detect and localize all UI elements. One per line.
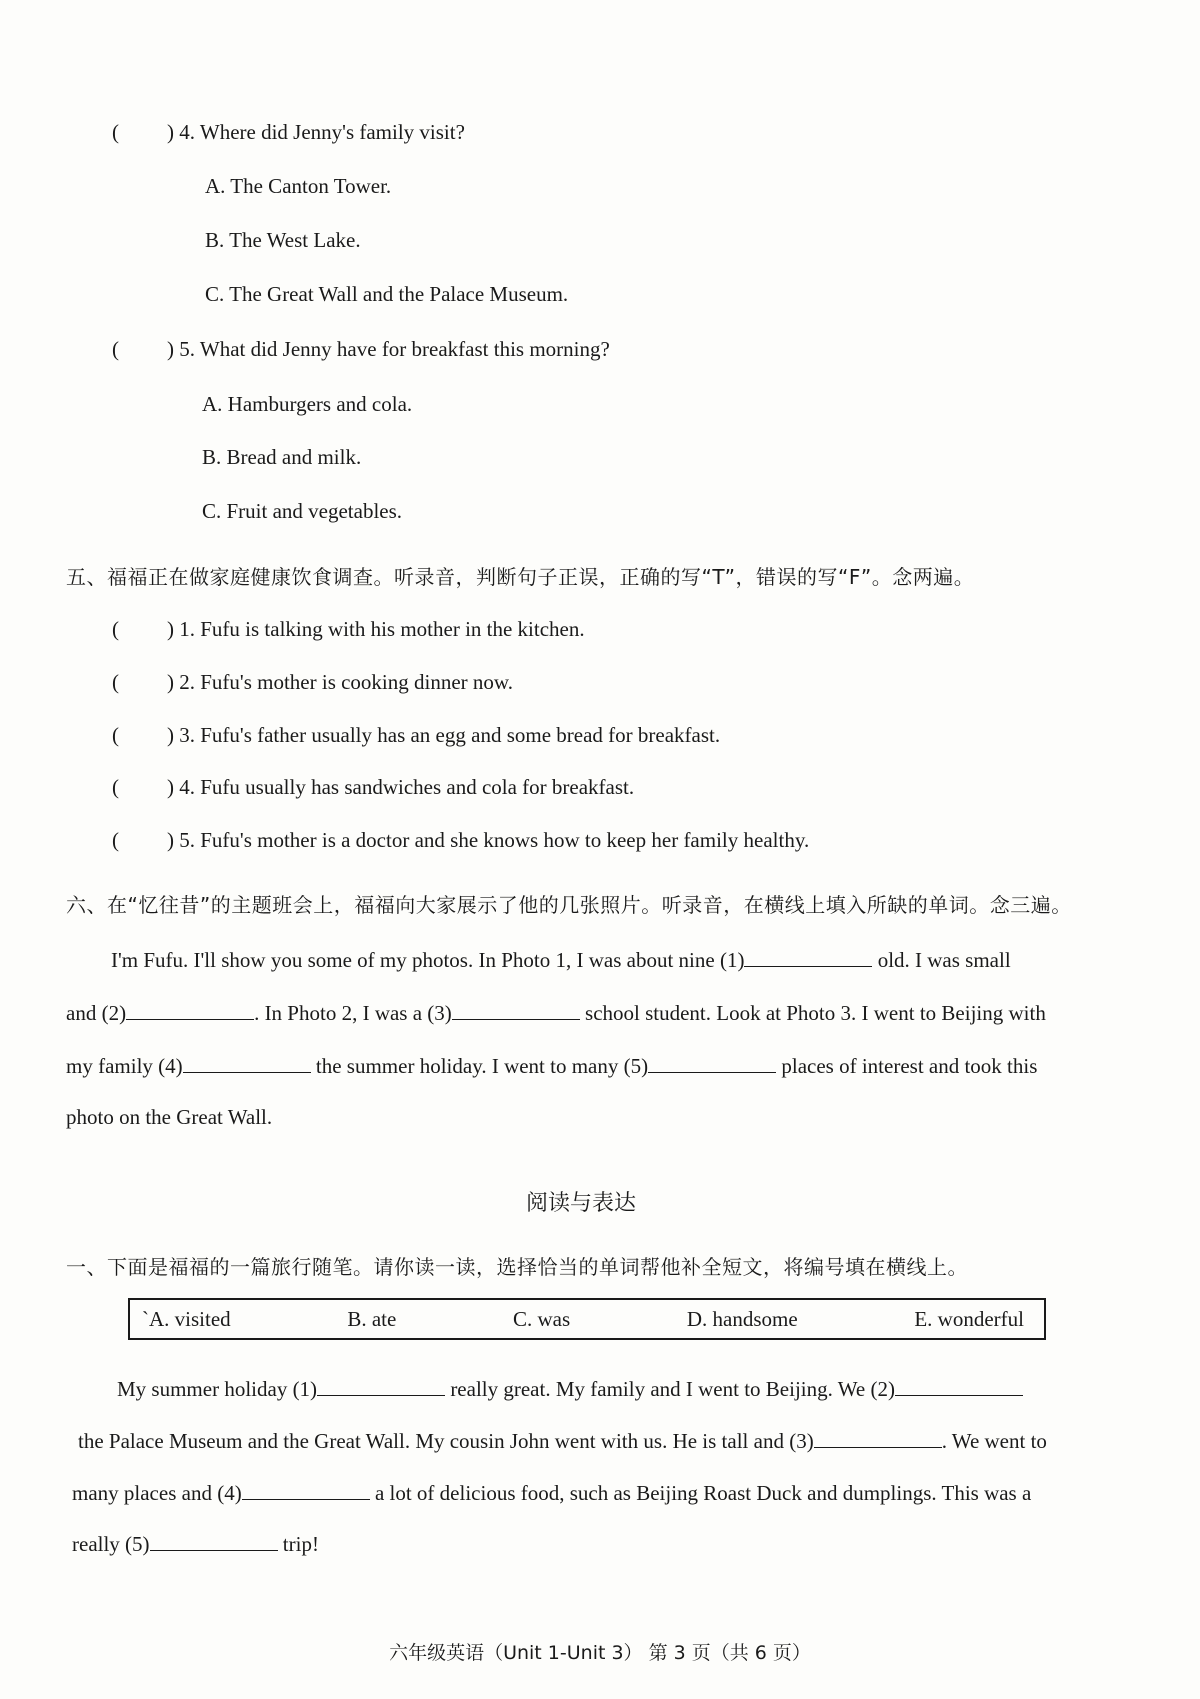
reading-heading: 一、下面是福福的一篇旅行随笔。请你读一读，选择恰当的单词帮他补全短文，将编号填在横线上。 [66,1255,968,1279]
essay-text: a lot of delicious food, such as Beijing Roast Duck and dumplings. This was a [369,1481,1032,1505]
word-bank-box [128,1298,1046,1340]
answer-blank[interactable] [814,1429,942,1448]
answer-paren-open: ( [112,337,119,361]
tf-text: ) 5. Fufu's mother is a doctor and she knows how to keep her family healthy. [167,828,810,852]
option-b: B. The West Lake. [205,228,361,252]
option-b: B. Bread and milk. [202,445,362,469]
essay-line [117,1377,1023,1400]
passage-line [66,1107,272,1128]
essay-text: really (5) [72,1532,150,1556]
option-a: A. The Canton Tower. [205,174,392,198]
answer-blank[interactable] [242,1481,370,1500]
passage-line [66,1054,1037,1077]
tf-item-2 [112,672,513,693]
passage-text: . In Photo 2, I was a (3) [254,1001,452,1025]
essay-text: My summer holiday (1) [117,1377,318,1401]
tf-text: ) 3. Fufu's father usually has an egg and some bread for breakfast. [167,723,721,747]
word-option-e: E. wonderful [914,1306,1024,1331]
page-footer: 六年级英语（Unit 1-Unit 3） 第 3 页（共 6 页） [389,1642,811,1664]
essay-line [72,1532,319,1555]
passage-text: places of interest and took this [776,1054,1038,1078]
answer-paren-open: ( [112,617,119,641]
essay-text: really great. My family and I went to Beijing. We (2) [445,1377,895,1401]
answer-paren-open: ( [112,670,119,694]
passage-text: photo on the Great Wall. [66,1105,273,1129]
question-5 [112,339,610,360]
section-6-heading: 六、在“忆往昔”的主题班会上，福福向大家展示了他的几张照片。听录音，在横线上填入所缺的单词。念三遍。 [66,893,1072,917]
answer-blank[interactable] [317,1377,445,1396]
tf-text: ) 4. Fufu usually has sandwiches and cola for breakfast. [167,775,635,799]
answer-blank[interactable] [150,1532,278,1551]
answer-paren-close: ) [167,120,174,144]
passage-line [66,1001,1046,1024]
answer-blank[interactable] [126,1001,254,1020]
section-5-heading: 五、福福正在做家庭健康饮食调查。听录音，判断句子正误，正确的写“T”，错误的写“F”。念两遍。 [66,565,975,589]
essay-line [72,1481,1031,1504]
answer-paren-open: ( [112,723,119,747]
reading-section-title: 阅读与表达 [526,1191,637,1216]
passage-text: school student. Look at Photo 3. I went to Beijing with [579,1001,1046,1025]
option-c: C. Fruit and vegetables. [202,499,403,523]
tf-item-1 [112,619,585,640]
tf-item-4 [112,777,634,798]
answer-paren-open: ( [112,120,119,144]
passage-line [111,948,1011,971]
question-text: 5. What did Jenny have for breakfast this morning? [179,337,610,361]
answer-blank[interactable] [744,948,872,967]
passage-text: the summer holiday. I went to many (5) [310,1054,649,1078]
essay-text: . We went to [941,1429,1047,1453]
answer-blank[interactable] [648,1054,776,1073]
passage-text: and (2) [66,1001,127,1025]
answer-blank[interactable] [183,1054,311,1073]
essay-text: many places and (4) [72,1481,242,1505]
option-a: A. Hamburgers and cola. [202,392,413,416]
answer-blank[interactable] [895,1377,1023,1396]
answer-paren-open: ( [112,828,119,852]
passage-text: my family (4) [66,1054,183,1078]
tf-item-5 [112,830,809,851]
word-option-d: D. handsome [686,1306,798,1331]
word-option-a: `A. visited [142,1306,231,1331]
option-c: C. The Great Wall and the Palace Museum. [205,282,569,306]
answer-paren-close: ) [167,337,174,361]
question-text: 4. Where did Jenny's family visit? [179,120,465,144]
question-4 [112,122,465,143]
tf-text: ) 2. Fufu's mother is cooking dinner now. [167,670,513,694]
answer-paren-open: ( [112,775,119,799]
word-option-c: C. was [512,1306,571,1331]
tf-item-3 [112,725,720,746]
word-option-b: B. ate [347,1306,397,1331]
answer-blank[interactable] [452,1001,580,1020]
passage-text: I'm Fufu. I'll show you some of my photos. In Photo 1, I was about nine (1) [111,948,745,972]
essay-text: the Palace Museum and the Great Wall. My cousin John went with us. He is tall and (3) [78,1429,814,1453]
essay-text: trip! [277,1532,319,1556]
essay-line [78,1429,1047,1452]
tf-text: ) 1. Fufu is talking with his mother in the kitchen. [167,617,585,641]
passage-text: old. I was small [872,948,1011,972]
